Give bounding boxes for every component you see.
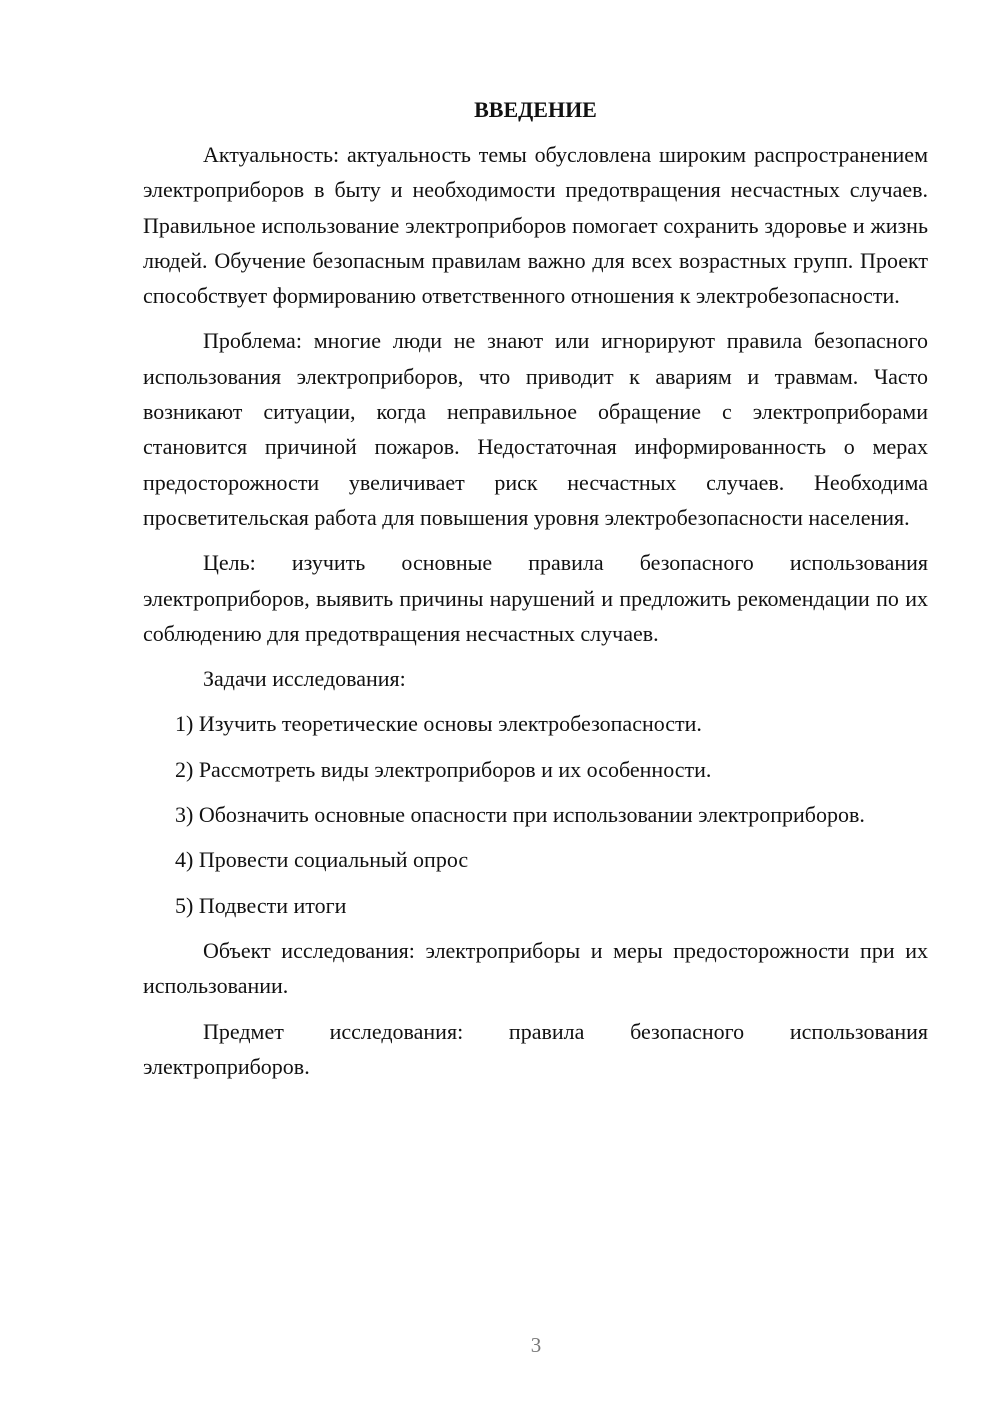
task-item-3: 3) Обозначить основные опасности при использовании электроприборов. bbox=[175, 802, 865, 828]
task-item-2: 2) Рассмотреть виды электроприборов и их особенности. bbox=[175, 756, 712, 782]
page-title: ВВЕДЕНИЕ bbox=[474, 97, 597, 122]
relevance-paragraph: Актуальность: актуальность темы обусловлена широким распространением электроприборов в быту и необходимости предотвращения несчастных случаев. Правильное использование электроприборов помогает сохранить здоровье и жизнь людей. Обучение безопасным правилам важно для всех возрастных групп. Проект способствует формированию ответственного отношения к электробезопасности. bbox=[143, 142, 928, 309]
page-number: 3 bbox=[530, 1333, 542, 1357]
goal-paragraph: Цель: изучить основные правила безопасного использования электроприборов, выявить причины нарушений и предложить рекомендации по их соблюдению для предотвращения несчастных случаев. bbox=[143, 550, 928, 646]
task-item-4: 4) Провести социальный опрос bbox=[175, 847, 469, 873]
task-item-5: 5) Подвести итоги bbox=[175, 892, 347, 918]
subject-paragraph: Предмет исследования: правила безопасного использования электроприборов. bbox=[143, 1018, 928, 1079]
object-paragraph: Объект исследования: электроприборы и меры предосторожности при их использовании. bbox=[143, 937, 928, 999]
problem-paragraph: Проблема: многие люди не знают или игнорируют правила безопасного использования электроприборов, что приводит к авариям и травмам. Часто возникают ситуации, когда неправильное обращение с электроприборами становится причиной пожаров. Недостаточная информированность о мерах предосторожности увеличивает риск несчастных случаев. Необходима просветительская работа для повышения уровня электробезопасности населения. bbox=[143, 328, 928, 530]
page-content bbox=[143, 92, 928, 1094]
task-item-1: 1) Изучить теоретические основы электробезопасности. bbox=[175, 711, 702, 737]
tasks-heading: Задачи исследования: bbox=[203, 666, 406, 692]
